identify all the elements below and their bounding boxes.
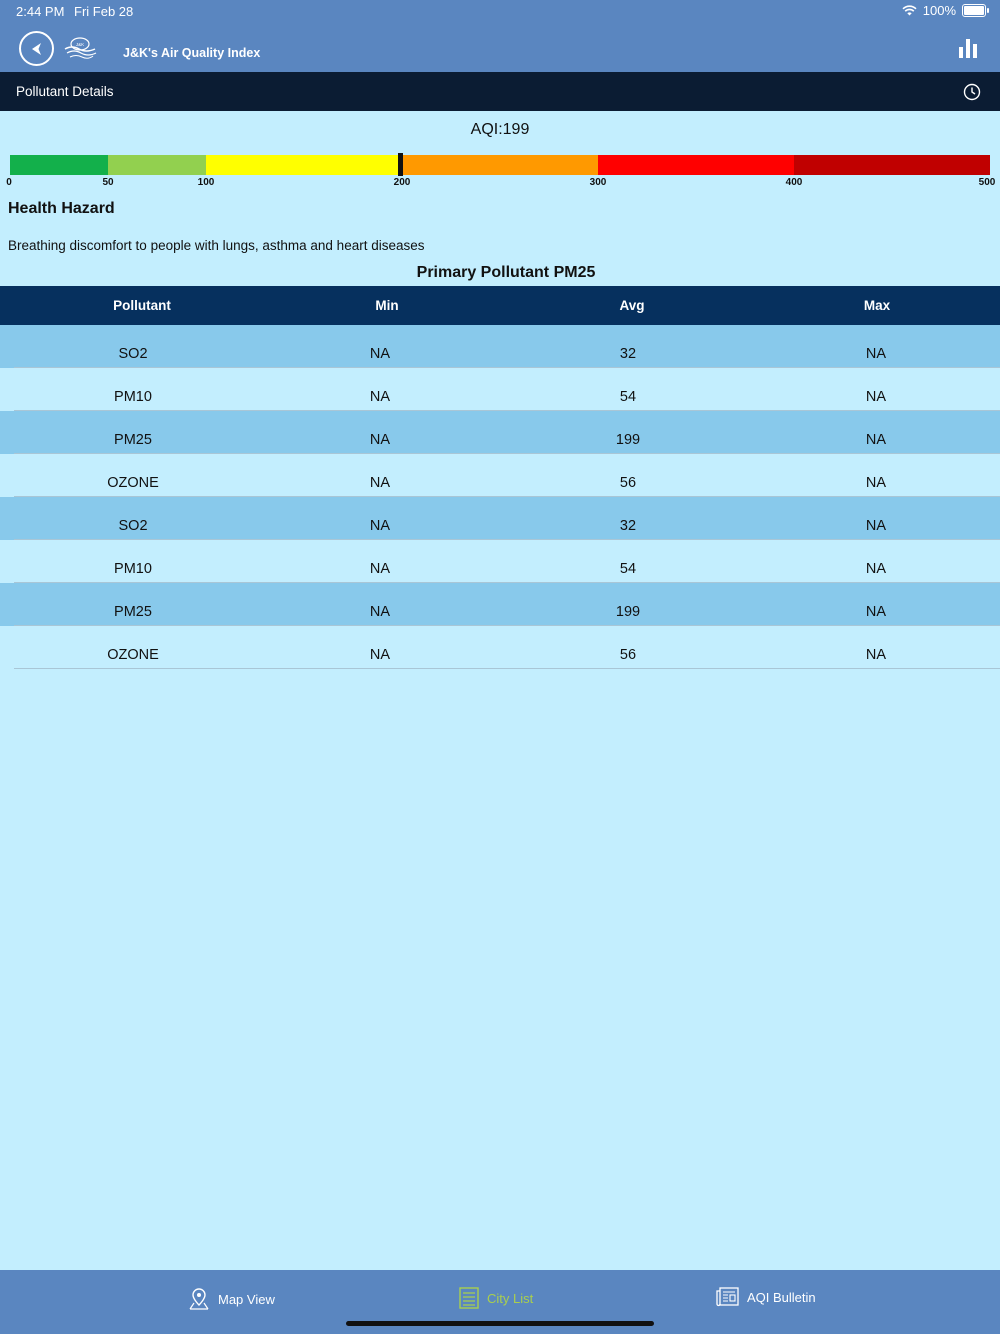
app-title: J&K's Air Quality Index xyxy=(123,46,261,60)
aqi-scale-segment xyxy=(206,155,402,175)
tab-label: AQI Bulletin xyxy=(747,1289,816,1305)
tab-label: Map View xyxy=(218,1291,275,1307)
table-row[interactable] xyxy=(0,626,1000,669)
cell-min: NA xyxy=(369,518,391,534)
aqi-scale-segment xyxy=(402,155,598,175)
aqi-tick-label: 50 xyxy=(102,177,114,188)
table-row[interactable] xyxy=(0,411,1000,454)
clock-icon[interactable] xyxy=(963,83,981,101)
cell-min: NA xyxy=(369,604,391,620)
primary-pollutant: Primary Pollutant PM25 xyxy=(416,264,596,281)
back-button[interactable] xyxy=(19,31,54,66)
cell-min: NA xyxy=(369,475,391,491)
cell-avg: 32 xyxy=(619,346,637,362)
battery-percent: 100% xyxy=(922,3,956,18)
back-arrow-icon xyxy=(30,42,44,56)
aqi-scale-segment xyxy=(598,155,794,175)
tab-label: City List xyxy=(487,1290,534,1306)
bar-chart-icon[interactable] xyxy=(958,38,978,58)
aqi-tick-label: 400 xyxy=(785,177,803,188)
map-pin-icon xyxy=(188,1287,210,1311)
newspaper-icon xyxy=(716,1287,739,1307)
aqi-scale-bar xyxy=(10,155,990,175)
cell-min: NA xyxy=(369,561,391,577)
cell-pollutant: PM10 xyxy=(114,561,152,577)
aqi-tick-label: 100 xyxy=(197,177,215,188)
cell-avg: 54 xyxy=(619,389,637,405)
cell-max: NA xyxy=(865,561,887,577)
tab-city-list[interactable] xyxy=(459,1287,533,1309)
table-header xyxy=(0,286,1000,325)
cell-max: NA xyxy=(865,389,887,405)
status-date: Fri Feb 28 xyxy=(74,4,134,19)
home-indicator xyxy=(346,1321,654,1326)
cell-pollutant: SO2 xyxy=(118,518,148,534)
table-row[interactable] xyxy=(0,497,1000,540)
pollutant-table xyxy=(0,325,1000,669)
cell-min: NA xyxy=(369,389,391,405)
cell-avg: 32 xyxy=(619,518,637,534)
table-row[interactable] xyxy=(0,368,1000,411)
cell-max: NA xyxy=(865,346,887,362)
cell-min: NA xyxy=(369,647,391,663)
column-header-avg: Avg xyxy=(619,298,645,313)
table-row[interactable] xyxy=(0,454,1000,497)
aqi-scale-segment xyxy=(108,155,206,175)
health-hazard-title: Health Hazard xyxy=(8,200,115,217)
health-hazard-text: Breathing discomfort to people with lungs, asthma and heart diseases xyxy=(8,238,425,253)
list-icon xyxy=(459,1287,479,1309)
cell-pollutant: PM25 xyxy=(114,432,152,448)
app-logo-icon xyxy=(62,34,98,60)
section-title: Pollutant Details xyxy=(16,84,114,99)
column-header-max: Max xyxy=(863,298,891,313)
aqi-marker xyxy=(398,153,403,176)
status-time: 2:44 PM xyxy=(16,4,65,19)
cell-pollutant: OZONE xyxy=(107,475,159,491)
cell-max: NA xyxy=(865,518,887,534)
aqi-tick-label: 200 xyxy=(393,177,411,188)
tab-map-view[interactable] xyxy=(188,1287,275,1311)
cell-max: NA xyxy=(865,475,887,491)
cell-avg: 54 xyxy=(619,561,637,577)
table-row[interactable] xyxy=(0,325,1000,368)
cell-pollutant: PM10 xyxy=(114,389,152,405)
aqi-tick-label: 300 xyxy=(589,177,607,188)
status-indicators xyxy=(902,3,986,18)
aqi-tick-label: 0 xyxy=(6,177,12,188)
table-row[interactable] xyxy=(0,583,1000,626)
cell-avg: 56 xyxy=(619,475,637,491)
battery-icon xyxy=(962,4,986,17)
cell-max: NA xyxy=(865,432,887,448)
aqi-value: AQI:199 xyxy=(470,121,530,138)
aqi-scale-segment xyxy=(794,155,990,175)
wifi-icon xyxy=(902,5,917,16)
cell-pollutant: PM25 xyxy=(114,604,152,620)
cell-avg: 56 xyxy=(619,647,637,663)
tab-aqi-bulletin[interactable] xyxy=(716,1287,816,1307)
cell-max: NA xyxy=(865,604,887,620)
column-header-min: Min xyxy=(375,298,399,313)
cell-avg: 199 xyxy=(615,432,641,448)
cell-min: NA xyxy=(369,432,391,448)
aqi-scale-segment xyxy=(10,155,108,175)
status-bar xyxy=(0,0,1000,24)
top-bar xyxy=(0,0,1000,72)
aqi-tick-label: 500 xyxy=(978,177,996,188)
column-header-pollutant: Pollutant xyxy=(113,298,171,313)
cell-max: NA xyxy=(865,647,887,663)
cell-pollutant: OZONE xyxy=(107,647,159,663)
cell-avg: 199 xyxy=(615,604,641,620)
logo-text: J&K xyxy=(75,42,85,47)
cell-pollutant: SO2 xyxy=(118,346,148,362)
cell-min: NA xyxy=(369,346,391,362)
pollutant-details-header xyxy=(0,72,1000,111)
table-row[interactable] xyxy=(0,540,1000,583)
